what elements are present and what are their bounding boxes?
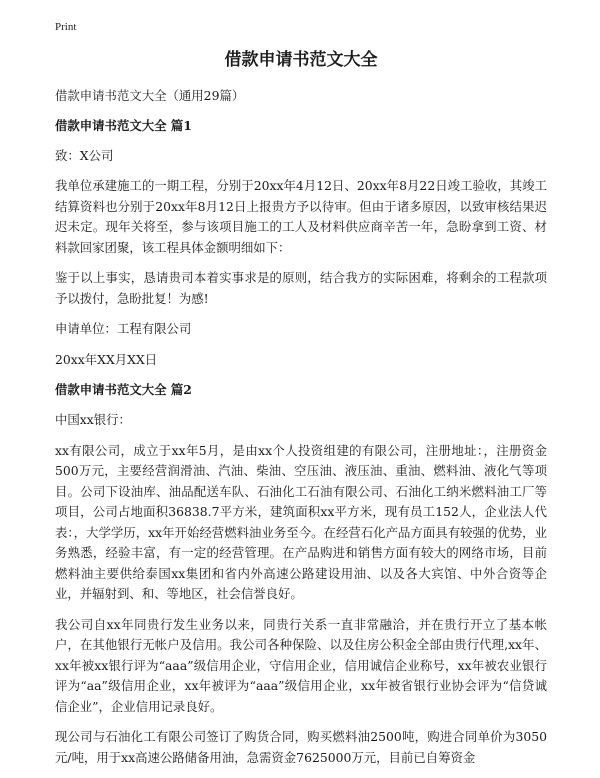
document-title: 借款申请书范文大全 [224, 50, 378, 70]
paragraph: 20xx年XX月XX日 [55, 351, 158, 367]
paragraph: 致：X公司 [55, 147, 114, 163]
paragraph: xx有限公司，成立于xx年5月，是由xx个人投资组建的有限公司，注册地址：，注册资金500万元，主要经营润滑油、汽油、柴油、空压油、液压油、重油、燃料油、液化气等项目。公司下设油库、油品配送车队、石油化工石油有限公司、石油化工纳米燃料油工厂等项目，公司占地面积36838.7平方米，建筑面积xx平方米，现有员工152人，企业法人代表：，大学学历，xx年开始经营燃料油业务至今。在经营石化产品方面具有较强的优势，业务熟悉，经验丰富，有一定的经营管理。在产品购进和销售方面有较大的网络市场，目前燃料油主要供给泰国xx集团和省内外高速公路建设用油、以及各大宾馆、中外合资等企业，并辐射到、和、等地区，社会信誉良好。 [55, 442, 547, 601]
paragraph: 现公司与石油化工有限公司签订了购货合同，购买燃料油2500吨，购进合同单价为3050元/吨，用于xx高速公路储备用油，急需资金7625000万元，目前已自筹资金 [55, 729, 547, 765]
document-page [55, 48, 547, 778]
paragraph: 申请单位：工程有限公司 [55, 321, 192, 336]
paragraph: 我单位承建施工的一期工程，分别于20xx年4月12日、20xx年8月22日竣工验收，其竣工结算资料也分别于20xx年8月12日上报贵方予以待审。但由于诸多原因，以致审核结果迟迟未定。现年关将至，参与该项目施工的工人及材料供应商辛苦一年，急盼拿到工资、材料款回家团聚，该工程具体金额明细如下： [55, 178, 547, 255]
section-heading-1: 借款申请书范文大全 篇1 [55, 117, 192, 133]
document-subtitle: 借款申请书范文大全（通用29篇） [55, 88, 245, 103]
section-heading-2: 借款申请书范文大全 篇2 [55, 382, 192, 397]
paragraph: 中国xx银行： [55, 412, 131, 427]
paragraph: 我公司自xx年同贵行发生业务以来，同贵行关系一直非常融洽，并在贵行开立了基本帐户，在其他银行无帐户及信用。我公司各种保险、以及住房公积金全部由贵行代理,xx年、xx年被xx银行评为“aaa”级信用企业，守信用企业，信用诚信企业称号，xx年被农业银行评为“aa”级信用企业，xx年被评为“aaa”级信用企业，xx年被省银行业协会评为“信贷诚信企业”，企业信用记录良好。 [55, 616, 547, 714]
paragraph: 鉴于以上事实，恳请贵司本着实事求是的原则，结合我方的实际困难，将剩余的工程款项予以拨付，急盼批复！为感! [55, 270, 547, 306]
print-link[interactable]: Print [55, 21, 77, 33]
